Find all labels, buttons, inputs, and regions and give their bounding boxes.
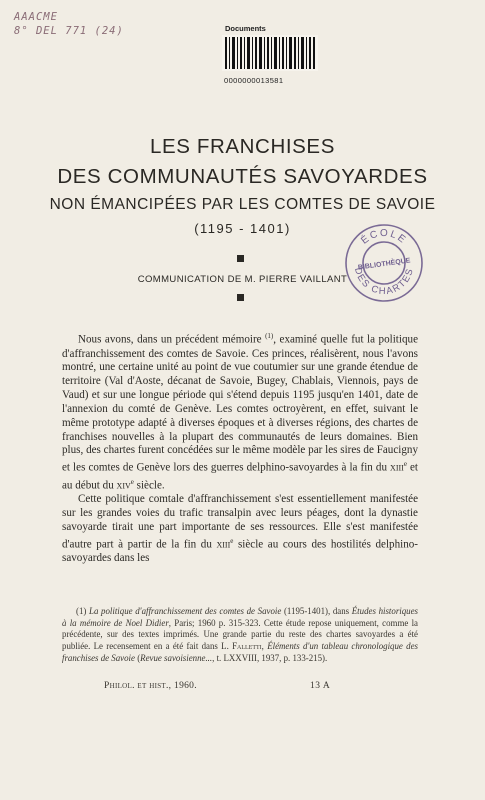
footnote-text-10: , t. LXXVIII, 1937, p. 133-215). [212,652,328,663]
p1-text-c: et au début du [62,461,418,492]
library-stamp-icon [343,222,425,304]
stamp-middle-text: BIBLIOTHÈQUE [357,257,411,272]
p1-text-b: , examiné quelle fut la politique d'affranchissement des comtes de Savoie. Ces princes, réalisèrent, nous l'avons montré, une certaine unité au point de vue coutumier sur une grande étendue de territoire (Val d'Aoste, décanat de Savoie, Bugey, Chablais, Viennois, pays de Vaud) et sur une longue période qui s'étend depuis 1195 jusqu'en 1401, date de l'annexion du comté de Genève. Les comtes octroyèrent, en effet, suivant le même prototype adapté à diverses époques et à diverses régions, des chartes de franchises nouvelles à la plupart des communautés de leurs domaines. Bien plus, des chartes furent concédées sur le même modèle par les sires de Faucigny et les comtes de Genève lors des guerres delphino-savoyardes à la fin du [62,333,418,474]
footnote-1 [62,606,418,665]
title-line-2: DES COMMUNAUTÉS SAVOYARDES [57,165,428,188]
stamp-top-text: ÉCOLE [359,227,409,247]
square-ornament-top [237,255,244,262]
barcode-label [222,24,318,85]
footnote-title-3: Éléments d'un tableau chronologique des franchises de Savoie [62,641,418,663]
paragraph-1 [62,330,418,493]
p1-text-d: siècle. [133,479,165,492]
footnote-title-1: La politique d'affranchissement des comtes de Savoie [89,606,282,616]
footnote-title-2: Études historiques à la mémoire de Noel Didier [62,606,419,628]
stamp-bottom-text: DES CHARTES [352,266,416,298]
footnote-text-4: , Paris; 1960 p. 315-323. Cette étude repose uniquement, comme la précédente, sur des textes imprimés. Une grande partie du reste des chartes savoyardes a été publiée. Le recensement en a été fait dans L. [62,617,418,652]
footnote-text-2: (1195-1401), dans [281,606,352,616]
barcode-title: Documents [225,24,266,33]
footer-signature: 13 A [310,681,331,691]
svg-text:ÉCOLE [358,228,409,247]
century-13b: xiii [216,538,231,551]
century-14-sup: e [130,477,134,486]
paragraph-2 [62,493,418,566]
footer-publication: Philol. et hist., 1960. [104,681,197,691]
footnote-text-6: , [261,641,268,652]
barcode-icon [222,35,318,71]
p1-text-a: Nous avons, dans un précédent mémoire [78,333,266,346]
body-text [62,330,418,566]
handwritten-call-number [14,10,124,38]
century-13-sup: e [403,460,407,469]
footnote-author: Falletti [232,641,262,652]
footnote-journal: Revue savoisienne... [140,652,213,663]
century-13b-sup: e [230,536,234,545]
century-14: xiv [116,479,131,492]
title-dates: (1195 - 1401) [194,221,291,236]
title-line-3: NON ÉMANCIPÉES PAR LES COMTES DE SAVOIE [49,196,436,213]
century-13: xiii [390,461,404,474]
footnote-number: (1) [76,606,87,616]
title-line-1: LES FRANCHISES [150,135,335,158]
author-line: COMMUNICATION DE M. PIERRE VAILLANT [137,274,348,285]
handwritten-line-2: 8° DEL 771 (24) [14,25,124,37]
barcode-number: 0000000013581 [224,76,284,85]
p2-text-b: siècle au cours des hostilités delphino-savoyardes dans les [62,538,418,565]
svg-text:DES CHARTES [352,266,416,297]
p2-text-a: Cette politique comtale d'affranchissement s'est essentiellement manifestée sur les grandes voies du trafic transalpin avec leurs péages, dont la dynastie savoyarde tirait une part importante de ses ressources. Elle s'est manifestée d'autre part à partir de la fin du [62,493,418,551]
footnote [62,606,418,665]
handwritten-line-1: AAACME [14,11,58,23]
footnote-ref-1: (1) [265,332,274,340]
square-ornament-bottom [237,294,244,301]
footnote-text-8: ( [134,652,141,663]
